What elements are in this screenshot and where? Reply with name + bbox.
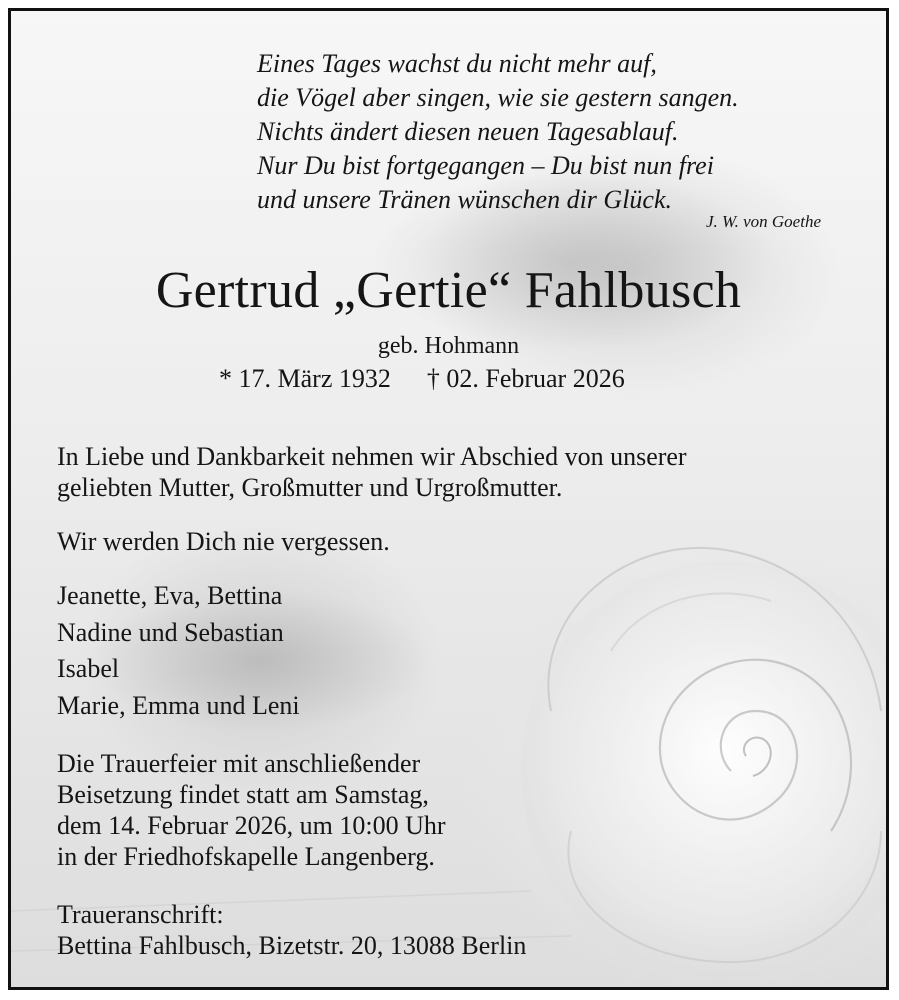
birth-date: * 17. März 1932	[219, 364, 391, 393]
farewell-line: geliebten Mutter, Großmutter und Urgroßmutter.	[57, 473, 563, 502]
mourning-address	[57, 899, 526, 961]
ceremony-line: Beisetzung findet statt am Samstag,	[57, 780, 429, 809]
remember-text: Wir werden Dich nie vergessen.	[57, 527, 390, 556]
deceased-name: Gertrud „Gertie“ Fahlbusch	[155, 262, 742, 319]
poem-line: und unsere Tränen wünschen dir Glück.	[257, 185, 672, 214]
family-member: Jeanette, Eva, Bettina	[57, 581, 283, 610]
poem-line: Nur Du bist fortgegangen – Du bist nun frei	[257, 151, 714, 180]
maiden-name: geb. Hohmann	[377, 333, 520, 359]
life-dates	[219, 364, 719, 394]
family-member: Isabel	[57, 654, 120, 683]
ceremony-line: Die Trauerfeier mit anschließender	[57, 749, 421, 778]
poem-line: Nichts ändert diesen neuen Tagesablauf.	[257, 117, 679, 146]
obituary-frame	[8, 8, 889, 990]
address-value: Bettina Fahlbusch, Bizetstr. 20, 13088 Berlin	[57, 931, 527, 960]
ceremony-line: in der Friedhofskapelle Langenberg.	[57, 842, 435, 871]
address-label: Traueranschrift:	[57, 900, 224, 929]
poem-author: J. W. von Goethe	[705, 212, 821, 231]
farewell-line: In Liebe und Dankbarkeit nehmen wir Abschied von unserer	[57, 442, 687, 471]
poem-line: die Vögel aber singen, wie sie gestern sangen.	[257, 83, 739, 112]
poem-line: Eines Tages wachst du nicht mehr auf,	[257, 49, 657, 78]
ceremony-line: dem 14. Februar 2026, um 10:00 Uhr	[57, 811, 446, 840]
ceremony-text	[57, 748, 446, 872]
family-list	[57, 578, 300, 724]
poem	[257, 47, 837, 217]
farewell-text	[57, 441, 687, 503]
death-date: † 02. Februar 2026	[426, 364, 625, 393]
family-member: Marie, Emma und Leni	[57, 690, 300, 720]
family-member: Nadine und Sebastian	[57, 617, 284, 647]
